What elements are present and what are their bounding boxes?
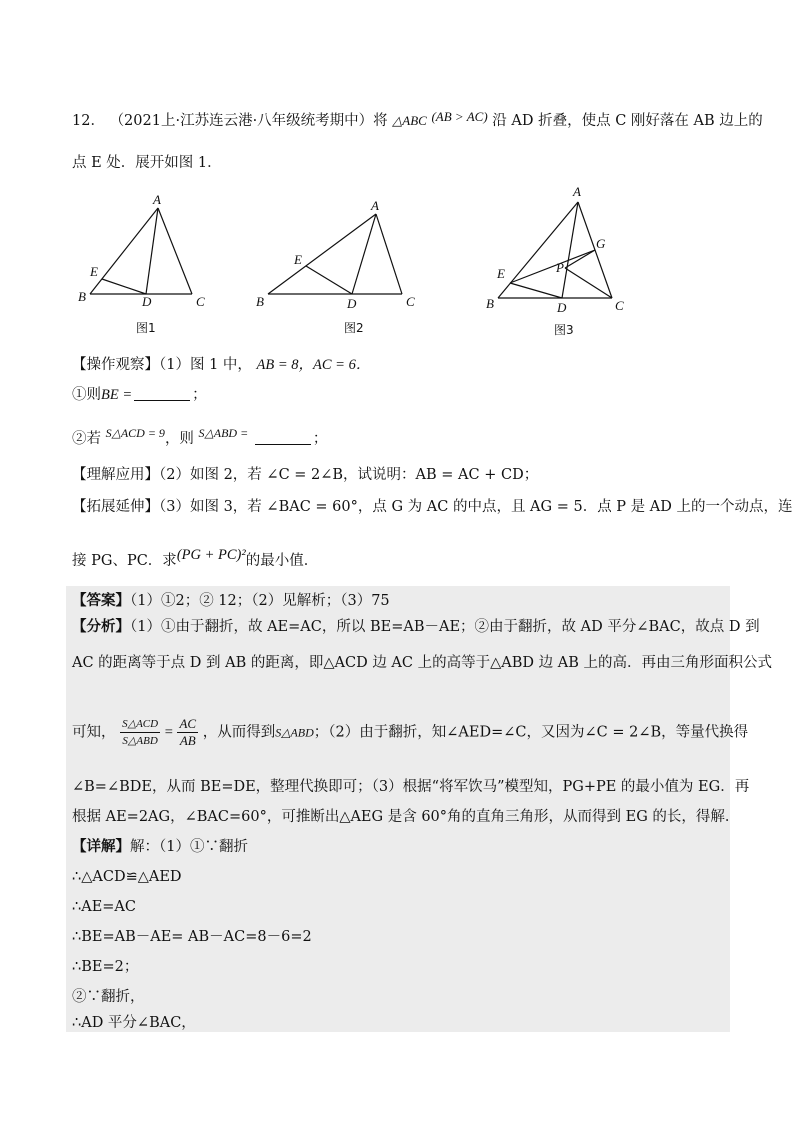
q1-sub1-suffix: ；: [192, 387, 207, 403]
problem-line-2: 点 E 处．展开如图 1．: [72, 155, 222, 171]
detail-line-4: ∴BE=2；: [72, 959, 139, 975]
detail-line-2: ∴AE=AC: [72, 899, 136, 915]
q1-sub2-cond: S△ACD = 9: [105, 426, 165, 440]
fig2-caption: 图2: [344, 321, 364, 335]
fig2-label-e: E: [294, 252, 302, 267]
q3-text-2b: 的最小值．: [245, 553, 319, 569]
fraction-right-num: AC: [179, 716, 197, 731]
fraction-left-den: S△ABD: [122, 735, 158, 747]
fig1-label-b: B: [78, 289, 86, 304]
problem-number: 12．: [72, 113, 105, 129]
problem-text-1: 沿 AD 折叠，使点 C 刚好落在 AB 边上的: [492, 113, 763, 129]
answer-tag: 【答案】: [72, 592, 130, 609]
fig3-label-d: D: [557, 300, 567, 315]
q3-text-1: （3）如图 3，若 ∠BAC = 60°，点 G 为 AC 的中点，且 AG = 5．点 P 是 AD 上的一个动点，连: [159, 499, 793, 515]
q2-line: [72, 464, 728, 486]
fig2-label-b: B: [256, 294, 264, 309]
q1-sub1: [72, 384, 728, 406]
q1-sub2-suffix: ；: [312, 431, 328, 447]
analysis-line-1: [72, 616, 760, 638]
q1-sub2-prefix: ②若: [72, 431, 101, 447]
q3-text-2a: 接 PG、PC．求: [72, 553, 177, 569]
analysis-line-1-text: （1）①由于翻折，故 AE=AC，所以 BE=AB－AE；②由于翻折，故 AD 平分∠BAC，故点 D 到: [130, 619, 760, 635]
fig1-caption: 图1: [136, 321, 156, 335]
q1-stem: （1）图 1 中，: [159, 357, 252, 373]
detail-line-3: ∴BE=AB－AE= AB－AC=8－6=2: [72, 929, 312, 945]
fig2-label-c: C: [406, 294, 415, 309]
analysis-line-3b: ，从而得到: [202, 724, 276, 741]
q3-tag: 【拓展延伸】: [72, 499, 159, 515]
fig3-label-a: A: [573, 184, 581, 199]
analysis-line-4: ∠B=∠BDE，从而 BE=DE，整理代换即可；（3）根据“将军饮马”模型知，PG+PE 的最小值为 EG．再: [72, 779, 750, 795]
fraction-left-num: S△ACD: [120, 716, 160, 733]
detail-line-0: [72, 836, 728, 858]
fig3-label-p: P: [556, 260, 564, 275]
problem-source: （2021上·江苏连云港·八年级统考期中）将: [109, 113, 388, 129]
q1-sub1-prefix: ①则: [72, 387, 101, 403]
q1-sub2-expr: S△ABD =: [198, 426, 249, 440]
q1-given: AB = 8，AC = 6．: [256, 357, 371, 373]
detail-tag: 【详解】: [72, 838, 130, 855]
q2-tag: 【理解应用】: [72, 467, 159, 483]
analysis-line-3: 可知， $\frac{\text{S△ACD}}{\text{S△ABD}}$ = $\frac{AC}{AB}$ ，从而得到S△ABD；（2）由于翻折，知∠AED=∠C，又因为∠C = 2∠B，等量代换得: [72, 716, 749, 748]
fig3-label-b: B: [486, 296, 494, 311]
q1-sub2-blank[interactable]: [255, 430, 311, 445]
analysis-line-2: AC 的距离等于点 D 到 AB 的距离，即△ACD 边 AC 上的高等于△ABD 边 AB 上的高．再由三角形面积公式: [72, 655, 772, 671]
fig1-label-c: C: [196, 294, 205, 309]
figure-3: [480, 178, 640, 342]
analysis-line-3c: S△ABD: [275, 725, 314, 740]
q1-sub1-blank[interactable]: [134, 386, 190, 401]
figure-2: [250, 196, 430, 342]
analysis-tag: 【分析】: [72, 618, 130, 635]
fig3-label-c: C: [615, 298, 624, 313]
fig3-caption: 图3: [554, 323, 574, 337]
q1-sub1-expr: BE =: [101, 387, 133, 403]
q3-line-2: [72, 544, 728, 572]
fig1-label-e: E: [90, 264, 98, 279]
analysis-line-5: 根据 AE=2AG，∠BAC=60°，可推断出△AEG 是含 60°角的直角三角形，从而得到 EG 的长，得解．: [72, 809, 740, 825]
answer-text: （1）①2；② 12；（2）见解析；（3）75: [130, 593, 390, 609]
fig2-label-a: A: [371, 198, 379, 213]
detail-line-5: ②∵翻折，: [72, 989, 145, 1005]
fig2-label-d: D: [347, 296, 357, 311]
detail-line-6: ∴AD 平分∠BAC，: [72, 1015, 196, 1031]
fig3-label-g: G: [596, 236, 606, 251]
fraction-right-den: AB: [179, 733, 196, 748]
problem-line-1: [72, 106, 763, 132]
answer-line: [72, 590, 728, 612]
fraction-right: [177, 716, 198, 749]
fig3-label-e: E: [497, 266, 505, 281]
fig1-label-d: D: [142, 294, 152, 309]
q1-line: [72, 354, 728, 376]
problem-triangle: △ABC: [392, 113, 427, 128]
problem-condition: (AB > AC): [431, 109, 488, 124]
fig1-label-a: A: [153, 192, 161, 207]
analysis-line-3d: ；（2）由于翻折，知∠AED=∠C，又因为∠C = 2∠B，等量代换得: [313, 724, 749, 741]
figure-1: [76, 192, 216, 342]
q3-line-1: [72, 496, 793, 518]
detail-line-1: ∴△ACD≌△AED: [72, 869, 182, 885]
q1-sub2: [72, 422, 728, 450]
q2-text: （2）如图 2，若 ∠C = 2∠B，试说明：AB = AC + CD；: [159, 467, 539, 483]
fraction-left: [120, 716, 160, 749]
analysis-line-3a: 可知，: [72, 724, 116, 741]
q1-tag: 【操作观察】: [72, 357, 159, 373]
q1-sub2-mid: ，则: [164, 431, 194, 447]
detail-line-0-text: 解：（1）①∵翻折: [130, 839, 248, 855]
q3-text-2-expr: (PG + PC)²: [176, 547, 246, 563]
